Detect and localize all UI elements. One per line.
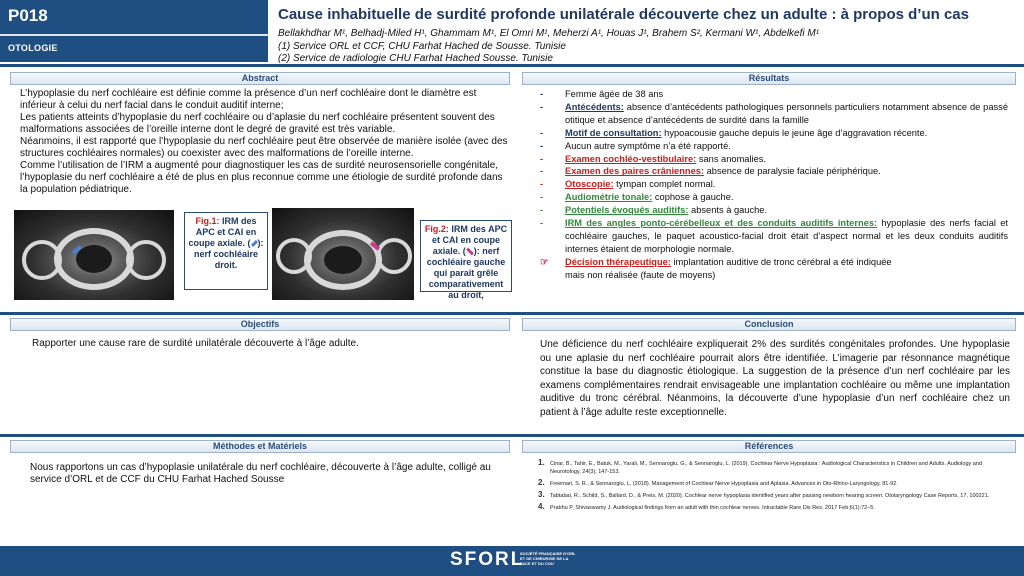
pointing-hand-icon: ☞ [540,256,549,267]
result-item: - Audiométrie tonale: cophose à gauche. [540,192,734,203]
fig2-label: Fig.2: [424,224,449,234]
fig2-caption: Fig.2: IRM des APC et CAI en coupe axiale. ( ): nerf cochléaire gauche qui parait grêle comparativement au droit, [420,220,512,292]
top-divider [0,64,1024,67]
abstract-header: Abstract [10,72,510,85]
footer-bar [0,546,1024,576]
conclusion-header: Conclusion [522,318,1016,331]
sforl-logo: SFORL [450,549,525,570]
reference-item: 3. Tabtabai, R., Schild, S., Ballard, D., & Preis, M. (2020). Cochlear nerve hypoplasia identified years after passing newborn hearing screen. Otolaryngology Case Reports, 17, 100221. [538,490,990,499]
poster-code: P018 [8,6,48,25]
sforl-tagline: SOCIÉTÉ FRANÇAISE D’ORL ET DE CHIRURGIE DE LA FACE ET DU COU [520,551,576,566]
methods-text: Nous rapportons un cas d’hypoplasie unilatérale du nerf cochléaire, découverte à l’âge adulte, colligé au service d’ORL et de CCF du CHU Farhat Hached Sousse [30,462,491,485]
specialty-label: OTOLOGIE [8,43,58,53]
results-list [540,88,1008,282]
mri-image-1 [14,210,174,300]
methods-header: Méthodes et Matériels [10,440,510,453]
reference-item: 1. Cinar, B., Tahir, E., Batuk, M., Yarali, M., Sennaroglu, G., & Sennaroglu, L. (2019). Cochlear Nerve Hypoplasia : Audiological Characteristics in Children and Adults. Audiology and Neurotology, 24(3), 147-153. [538,458,982,475]
authors-list: Bellakhdhar M¹, Belhadj-Miled H¹, Ghammam M¹, El Omri M¹, Meherzi A¹, Houas J¹, Brahem S², Kermani W¹, Abdelkefi M¹ [278,28,820,39]
middle-divider [0,312,1024,315]
lower-divider [0,434,1024,437]
poster-title: Cause inhabituelle de surdité profonde unilatérale découverte chez un adulte : à propos d’un cas [278,6,969,23]
abstract-p2: Les patients atteints d’hypoplasie du nerf cochléaire ou d’aplasie du nerf cochléaire présentent souvent des malformations associées de l’oreille interne dont le degré de gravité est très variable. [20,112,495,135]
pink-arrow-icon [466,248,474,256]
result-item: - Motif de consultation: hypoacousie gauche depuis le jeune âge d’aggravation récente. [540,127,928,138]
fig1-label: Fig.1: [195,216,220,226]
affiliation-1: (1) Service ORL et CCF, CHU Farhat Hached de Sousse. Tunisie [278,40,566,52]
fig1-text-b: ): nerf cochléaire droit. [193,238,264,270]
fig1-caption: Fig.1: IRM des APC et CAI en coupe axiale. ( ): nerf cochléaire droit. [184,212,268,290]
result-item: - Antécédents: absence d’antécédents pathologiques personnels particuliers notamment absence de passé otitique et absence d’antécédents de surdité dans la famille [540,101,1008,125]
result-item: - Femme âgée de 38 ans [540,89,664,99]
result-item: - Examen cochléo-vestibulaire: sans anomalies. [540,153,767,164]
result-item: - IRM des angles ponto-cérébelleux et des conduits auditifs internes: hypoplasie des nerfs facial et cochléaire gauches, le paquet acoustico-facial droit était d’aspect normal et les deux conduits auditifs internes étaient de morphologie normale. [540,218,1009,254]
fig2-text-b: ): nerf cochléaire gauche qui parait grêle comparativement au droit, [426,246,506,300]
results-header: Résultats [522,72,1016,85]
abstract-p4: Comme l’utilisation de l’IRM a augmenté pour diagnostiquer les cas de surdité neurosensorielle congénitale, l’hypoplasie du nerf cochléaire a été de plus en plus reconnue comme une étiologie de surdité profonde dans la population pédiatrique. [20,160,503,195]
result-item: - Potentiels évoqués auditifs: absents à gauche. [540,205,768,216]
fig2-text-a: IRM des APC et CAI en coupe axiale. [431,224,508,256]
blue-arrow-icon [250,240,257,247]
result-item: - Aucun autre symptôme n’a été rapporté. [540,140,731,151]
result-item: ☞ Décision thérapeutique: implantation auditive de tronc cérébral a été indiquée mais non réalisée (faute de moyens) [540,256,892,280]
mri-image-2 [272,208,414,300]
abstract-text [20,88,510,196]
fig1-text-a: IRM des APC et CAI en coupe axiale. [188,216,257,248]
authors-block [278,28,819,66]
code-divider [0,34,268,36]
abstract-p1: L’hypoplasie du nerf cochléaire est définie comme la présence d’un nerf cochléaire dont le diamètre est inférieur à celui du nerf facial dans le conduit auditif interne; [20,88,477,111]
objectifs-header: Objectifs [10,318,510,331]
reference-item: 4. Prabhu P, Shivaswamy J. Audiological findings from an adult with thin cochlear nerves. Intractable Rare Dis Res. 2017 Feb;6(1):72–5. [538,502,875,511]
references-list [538,460,1008,516]
conclusion-text: Une déficience du nerf cochléaire expliquerait 2% des surdités congénitales profondes. Une hypoplasie ou une aplasie du nerf cochléaire pourrait alors être identifiée. L’imagerie par résonnance magnétique constitue la base du diagnostic étiologique. La suggestion de la présence d’un nerf cochléaire par les examens complémentaires rendrait envisageable une implantation cochléaire ou même une implantation auditive du tronc cérébral. Néanmoins, la découverte d’une hypoplasie d’un nerf cochléaire chez un patient à l’âge adulte reste exceptionnelle. [540,339,1010,418]
reference-item: 2. Freeman, S. R., & Sennaroglu, L. (2018). Management of Cochlear Nerve Hypoplasia and Aplasia. Advances in Oto-Rhino-Laryngology, 81-92. [538,478,898,487]
result-item: - Otoscopie: tympan complet normal. [540,179,716,190]
objectifs-text: Rapporter une cause rare de surdité unilatérale découverte à l’âge adulte. [32,338,359,349]
abstract-p3: Néanmoins, il est rapporté que l’hypoplasie du nerf cochléaire peut être observée de manière isolée (avec des structures cochléaires normales) ou coexister avec des malformations de l’oreille interne. [20,136,508,159]
poster-code-box [0,0,268,62]
result-item: - Examen des paires crâniennes: absence de paralysie faciale périphérique. [540,166,881,177]
references-header: Références [522,440,1016,453]
affiliation-2: (2) Service de radiologie CHU Farhat Hached Sousse. Tunisie [278,53,553,64]
